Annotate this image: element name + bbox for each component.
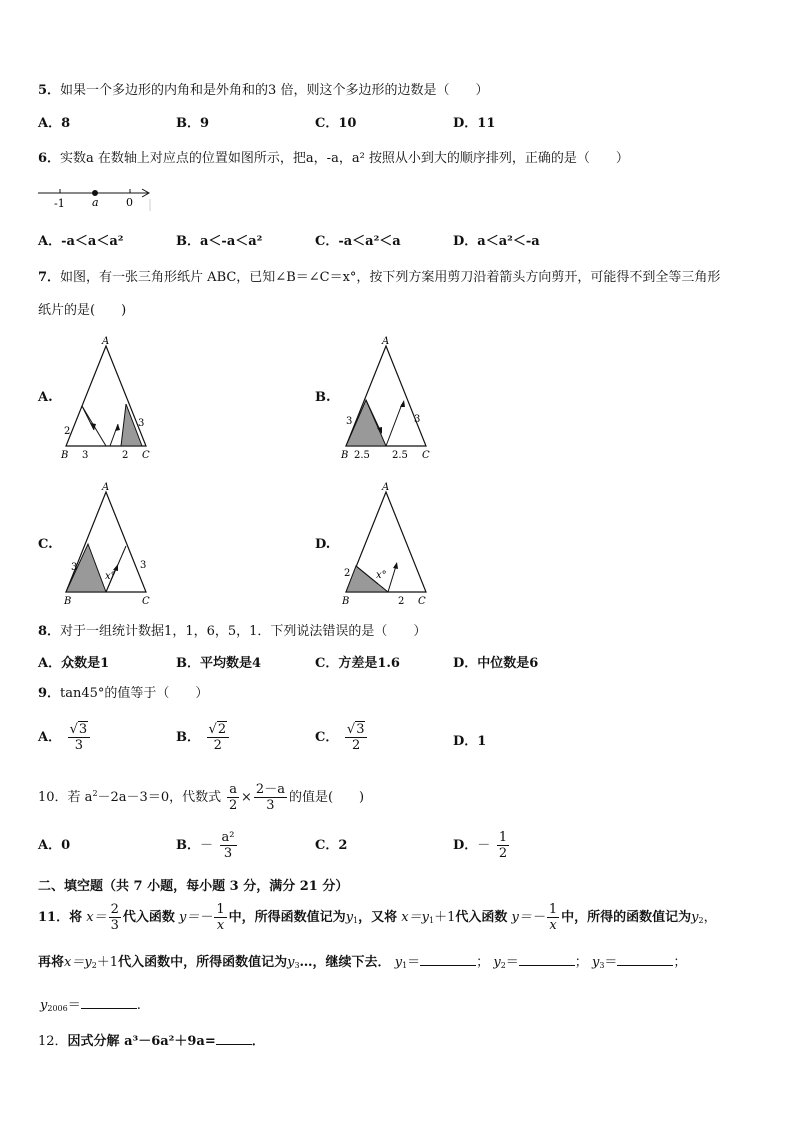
svg-text:x°: x° xyxy=(105,571,116,582)
svg-text:2.5: 2.5 xyxy=(354,450,370,461)
answer-blank-q12[interactable] xyxy=(216,1032,252,1045)
svg-text:A: A xyxy=(382,482,390,493)
q9-option-a[interactable]: A． $\frac{√3}{3}$ xyxy=(38,722,92,753)
q10-option-c[interactable]: C．2 xyxy=(315,838,348,853)
svg-text:3: 3 xyxy=(346,416,353,427)
section-title-fill-in: 二、填空题（共 7 小题，每小题 3 分，满分 21 分） xyxy=(38,879,349,894)
svg-text:C: C xyxy=(418,596,426,607)
q7-stem-line1: 7．如图，有一张三角形纸片 ABC，已知∠B＝∠C＝x°，按下列方案用剪刀沿着箭头方向剪开，可能得不到全等三角形 xyxy=(38,270,721,285)
q6-option-b[interactable]: B．a＜-a＜a² xyxy=(176,234,263,249)
q7-figure-d xyxy=(338,480,438,608)
svg-text:2: 2 xyxy=(64,426,71,437)
q10-option-b[interactable]: B．－ $\frac{\text{a²}}{3}$ xyxy=(176,830,235,861)
svg-text:A: A xyxy=(102,336,110,347)
svg-text:2.5: 2.5 xyxy=(392,450,408,461)
answer-blank-y2[interactable] xyxy=(519,953,575,966)
q11-stem-line2: 再将$x=y_2+1$代入函数中，所得函数值记为$y_3\dots$，继续下去． $y_1=$ ； $y_2=$ ； $y_3=$ ； xyxy=(38,955,687,970)
q6-option-a[interactable]: A．-a＜a＜a² xyxy=(38,234,124,249)
svg-text:C: C xyxy=(422,450,430,461)
svg-text:2: 2 xyxy=(398,596,405,607)
q7-figure-c xyxy=(58,480,158,608)
q7-figure-a xyxy=(58,334,158,464)
svg-text:B: B xyxy=(64,596,72,607)
q8-option-c[interactable]: C．方差是1.6 xyxy=(315,656,400,671)
svg-text:3: 3 xyxy=(82,450,89,461)
numberline-label-a: a xyxy=(92,196,99,209)
q7-option-a[interactable]: A. xyxy=(38,390,53,405)
q10-option-a[interactable]: A．0 xyxy=(38,838,71,853)
q6-option-d[interactable]: D．a＜a²＜-a xyxy=(453,234,540,249)
q8-option-a[interactable]: A．众数是1 xyxy=(38,656,110,671)
svg-text:B: B xyxy=(61,450,69,461)
numberline-label-0: 0 xyxy=(126,196,133,209)
svg-text:B: B xyxy=(342,596,350,607)
svg-text:A: A xyxy=(102,482,110,493)
q11-stem-line3: $y_{2006}=$ . xyxy=(40,998,141,1013)
q8-option-b[interactable]: B．平均数是4 xyxy=(176,656,262,671)
svg-text:x°: x° xyxy=(376,570,387,581)
q6-number-line xyxy=(36,184,156,214)
svg-text:3: 3 xyxy=(414,414,421,425)
q9-option-d[interactable]: D．1 xyxy=(453,734,487,749)
svg-text:C: C xyxy=(142,596,150,607)
q7-stem-line2: 纸片的是( ) xyxy=(38,303,127,318)
numberline-label-neg1: -1 xyxy=(54,197,65,210)
q5-stem: 5．如果一个多边形的内角和是外角和的3 倍，则这个多边形的边数是（ ） xyxy=(38,83,489,98)
q9-option-b[interactable]: B． $\frac{√2}{2}$ xyxy=(176,722,231,753)
q10-option-d[interactable]: D．－ $\frac{1}{2}$ xyxy=(453,830,508,861)
q10-stem: 10．若 $a^2-2a-3=0$，代数式 $\frac{a}{2}$ × $\frac{2-a}{3}$ 的值是( ) xyxy=(38,782,365,813)
q6-option-c[interactable]: C．-a＜a²＜a xyxy=(315,234,401,249)
svg-text:2: 2 xyxy=(122,450,129,461)
q6-stem: 6．实数a 在数轴上对应点的位置如图所示，把a，-a，a² 按照从小到大的顺序排列，正确的是（ ） xyxy=(38,151,629,166)
svg-text:3: 3 xyxy=(138,418,145,429)
q9-option-c[interactable]: C． $\frac{√3}{2}$ xyxy=(315,722,369,753)
svg-text:2: 2 xyxy=(344,568,351,579)
q7-option-d[interactable]: D. xyxy=(315,537,331,552)
q5-option-d[interactable]: D．11 xyxy=(453,116,496,131)
svg-text:3: 3 xyxy=(71,562,78,573)
q5-option-b[interactable]: B．9 xyxy=(176,116,210,131)
answer-blank-y2006[interactable] xyxy=(81,996,137,1009)
q5-option-c[interactable]: C．10 xyxy=(315,116,357,131)
answer-blank-y3[interactable] xyxy=(617,953,673,966)
svg-text:3: 3 xyxy=(140,560,147,571)
q11-stem-line1: 11．将 x＝ $\frac{2}{3}$ 代入函数 y＝－ $\frac{1}{x}$ 中，所得函数值记为$y_1$，又将 $x=y_1+1$代入函数 y＝－ $\frac{1}{x}$ 中，所得的函数值记为$y_2$， xyxy=(38,902,717,933)
svg-text:B: B xyxy=(341,450,349,461)
svg-text:A: A xyxy=(382,336,390,347)
q8-option-d[interactable]: D．中位数是6 xyxy=(453,656,539,671)
q7-option-c[interactable]: C. xyxy=(38,537,53,552)
q8-stem: 8．对于一组统计数据1，1，6，5，1．下列说法错误的是（ ） xyxy=(38,624,427,639)
q7-option-b[interactable]: B. xyxy=(315,390,331,405)
svg-text:C: C xyxy=(142,450,150,461)
q7-figure-b xyxy=(338,334,438,464)
q12-stem: 12．因式分解 a³－6a²＋9a= ． xyxy=(38,1034,265,1049)
q9-stem: 9．tan45°的值等于（ ） xyxy=(38,686,209,701)
q5-option-a[interactable]: A．8 xyxy=(38,116,71,131)
answer-blank-y1[interactable] xyxy=(420,953,476,966)
